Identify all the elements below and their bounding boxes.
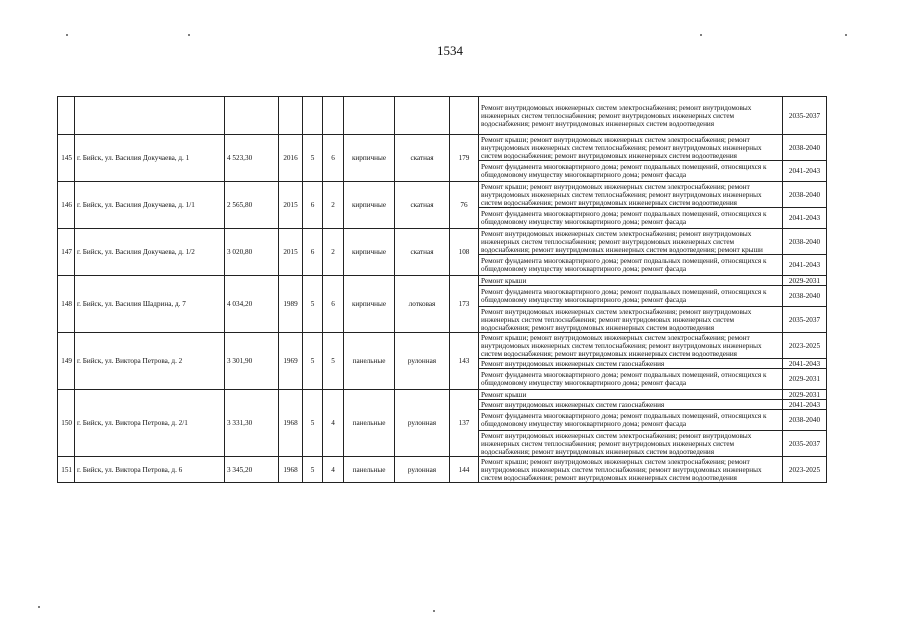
work-period: 2038-2040 <box>783 229 827 255</box>
table-row <box>58 457 827 483</box>
cell-area: 3 331,30 <box>225 390 279 457</box>
work-description: Ремонт крыши <box>479 276 783 286</box>
cell-residents: 143 <box>450 333 479 390</box>
table-row <box>58 276 827 286</box>
work-description: Ремонт фундамента многоквартирного дома; ремонт подвальных помещений, относящихся к общедомовому имуществу многоквартирного дома; ремонт фасада <box>479 208 783 229</box>
work-period: 2041-2043 <box>783 161 827 182</box>
table-row <box>58 135 827 161</box>
cell-address: г. Бийск, ул. Виктора Петрова, д. 2/1 <box>75 390 225 457</box>
table-row <box>58 182 827 208</box>
cell-roof-type: скатная <box>395 229 450 276</box>
cell-roof-type: рулонная <box>395 390 450 457</box>
cell-wall-material: кирпичные <box>344 276 395 333</box>
work-description: Ремонт крыши; ремонт внутридомовых инженерных систем электроснабжения; ремонт внутридомовых инженерных систем теплоснабжения; ремонт внутридомовых инженерных систем водоснабжения; ремонт внутридомовых инженерных систем водоотведения <box>479 135 783 161</box>
work-period: 2041-2043 <box>783 255 827 276</box>
work-period: 2038-2040 <box>783 135 827 161</box>
cell-address: г. Бийск, ул. Василия Докучаева, д. 1/2 <box>75 229 225 276</box>
cell-area: 3 020,80 <box>225 229 279 276</box>
cell-year: 1968 <box>279 457 303 483</box>
work-period: 2035-2037 <box>783 97 827 135</box>
cell-wall-material: кирпичные <box>344 135 395 182</box>
cell-address: г. Бийск, ул. Василия Шадрина, д. 7 <box>75 276 225 333</box>
cell-year: 1968 <box>279 390 303 457</box>
cell-year <box>279 97 303 135</box>
cell-wall-material: панельные <box>344 457 395 483</box>
page-number: 1534 <box>437 43 463 58</box>
work-description: Ремонт крыши; ремонт внутридомовых инженерных систем электроснабжения; ремонт внутридомовых инженерных систем теплоснабжения; ремонт внутридомовых инженерных систем водоснабжения; ремонт внутридомовых инженерных систем водоотведения <box>479 333 783 359</box>
work-description: Ремонт фундамента многоквартирного дома; ремонт подвальных помещений, относящихся к общедомовому имуществу многоквартирного дома; ремонт фасада <box>479 410 783 431</box>
cell-entrances: 2 <box>323 182 344 229</box>
work-description: Ремонт фундамента многоквартирного дома; ремонт подвальных помещений, относящихся к общедомовому имуществу многоквартирного дома; ремонт фасада <box>479 369 783 390</box>
cell-floors: 5 <box>303 135 323 182</box>
work-description: Ремонт внутридомовых инженерных систем электроснабжения; ремонт внутридомовых инженерных систем теплоснабжения; ремонт внутридомовых инженерных систем водоснабжения; ремонт внутридомовых инженерных систем водоотведения <box>479 307 783 333</box>
cell-residents: 137 <box>450 390 479 457</box>
repair-schedule-table <box>57 96 827 483</box>
work-description: Ремонт внутридомовых инженерных систем электроснабжения; ремонт внутридомовых инженерных систем теплоснабжения; ремонт внутридомовых инженерных систем водоснабжения; ремонт внутридомовых инженерных систем водоотведения; ремонт крыши <box>479 229 783 255</box>
work-description: Ремонт внутридомовых инженерных систем электроснабжения; ремонт внутридомовых инженерных систем теплоснабжения; ремонт внутридомовых инженерных систем водоснабжения; ремонт внутридомовых инженерных систем водоотведения <box>479 97 783 135</box>
work-description: Ремонт крыши; ремонт внутридомовых инженерных систем электроснабжения; ремонт внутридомовых инженерных систем теплоснабжения; ремонт внутридомовых инженерных систем водоснабжения; ремонт внутридомовых инженерных систем водоотведения <box>479 182 783 208</box>
cell-entrances: 5 <box>323 333 344 390</box>
work-period: 2041-2043 <box>783 400 827 410</box>
cell-area: 4 523,30 <box>225 135 279 182</box>
cell-entrances: 4 <box>323 390 344 457</box>
table-row <box>58 333 827 359</box>
work-period: 2038-2040 <box>783 286 827 307</box>
cell-floors: 5 <box>303 457 323 483</box>
work-period: 2041-2043 <box>783 208 827 229</box>
cell-floors <box>303 97 323 135</box>
cell-wall-material: панельные <box>344 333 395 390</box>
work-period: 2041-2043 <box>783 359 827 369</box>
cell-roof-type <box>395 97 450 135</box>
work-description: Ремонт крыши <box>479 390 783 400</box>
cell-number: 148 <box>58 276 75 333</box>
work-period: 2029-2031 <box>783 390 827 400</box>
work-description: Ремонт внутридомовых инженерных систем электроснабжения; ремонт внутридомовых инженерных систем теплоснабжения; ремонт внутридомовых инженерных систем водоснабжения; ремонт внутридомовых инженерных систем водоотведения <box>479 431 783 457</box>
cell-area: 3 301,90 <box>225 333 279 390</box>
cell-address: г. Бийск, ул. Виктора Петрова, д. 6 <box>75 457 225 483</box>
work-description: Ремонт фундамента многоквартирного дома; ремонт подвальных помещений, относящихся к общедомовому имуществу многоквартирного дома; ремонт фасада <box>479 286 783 307</box>
cell-area: 3 345,20 <box>225 457 279 483</box>
cell-roof-type: рулонная <box>395 457 450 483</box>
table-body <box>58 97 827 483</box>
cell-entrances: 6 <box>323 276 344 333</box>
cell-number: 145 <box>58 135 75 182</box>
cell-residents: 173 <box>450 276 479 333</box>
scan-speck <box>700 34 702 36</box>
scan-speck <box>845 34 847 36</box>
table-row <box>58 97 827 135</box>
cell-number: 146 <box>58 182 75 229</box>
cell-roof-type: рулонная <box>395 333 450 390</box>
cell-roof-type: скатная <box>395 182 450 229</box>
work-period: 2029-2031 <box>783 276 827 286</box>
cell-residents: 144 <box>450 457 479 483</box>
cell-number: 151 <box>58 457 75 483</box>
cell-roof-type: лотковая <box>395 276 450 333</box>
scan-speck <box>66 34 68 36</box>
cell-wall-material: кирпичные <box>344 229 395 276</box>
cell-area: 2 565,80 <box>225 182 279 229</box>
cell-entrances: 2 <box>323 229 344 276</box>
cell-year: 2015 <box>279 182 303 229</box>
cell-year: 2016 <box>279 135 303 182</box>
work-period: 2038-2040 <box>783 410 827 431</box>
cell-floors: 5 <box>303 390 323 457</box>
work-period: 2035-2037 <box>783 431 827 457</box>
cell-address <box>75 97 225 135</box>
cell-residents: 76 <box>450 182 479 229</box>
cell-wall-material: кирпичные <box>344 182 395 229</box>
work-period: 2038-2040 <box>783 182 827 208</box>
cell-residents <box>450 97 479 135</box>
cell-number: 147 <box>58 229 75 276</box>
work-description: Ремонт фундамента многоквартирного дома; ремонт подвальных помещений, относящихся к общедомовому имуществу многоквартирного дома; ремонт фасада <box>479 255 783 276</box>
work-description: Ремонт крыши; ремонт внутридомовых инженерных систем электроснабжения; ремонт внутридомовых инженерных систем теплоснабжения; ремонт внутридомовых инженерных систем водоснабжения; ремонт внутридомовых инженерных систем водоотведения <box>479 457 783 483</box>
cell-entrances <box>323 97 344 135</box>
table-row <box>58 229 827 255</box>
cell-wall-material <box>344 97 395 135</box>
scan-speck <box>188 34 190 36</box>
work-period: 2035-2037 <box>783 307 827 333</box>
cell-year: 1989 <box>279 276 303 333</box>
work-description: Ремонт внутридомовых инженерных систем газоснабжения <box>479 400 783 410</box>
cell-year: 2015 <box>279 229 303 276</box>
cell-wall-material: панельные <box>344 390 395 457</box>
cell-number <box>58 97 75 135</box>
work-description: Ремонт внутридомовых инженерных систем газоснабжения <box>479 359 783 369</box>
cell-entrances: 4 <box>323 457 344 483</box>
cell-address: г. Бийск, ул. Василия Докучаева, д. 1 <box>75 135 225 182</box>
cell-floors: 6 <box>303 182 323 229</box>
cell-area <box>225 97 279 135</box>
table-row <box>58 390 827 400</box>
cell-residents: 108 <box>450 229 479 276</box>
work-period: 2023-2025 <box>783 457 827 483</box>
scan-speck <box>38 606 40 608</box>
cell-floors: 5 <box>303 333 323 390</box>
scan-speck <box>433 610 435 612</box>
cell-number: 150 <box>58 390 75 457</box>
cell-address: г. Бийск, ул. Василия Докучаева, д. 1/1 <box>75 182 225 229</box>
work-period: 2023-2025 <box>783 333 827 359</box>
cell-entrances: 6 <box>323 135 344 182</box>
cell-address: г. Бийск, ул. Виктора Петрова, д. 2 <box>75 333 225 390</box>
work-description: Ремонт фундамента многоквартирного дома; ремонт подвальных помещений, относящихся к общедомовому имуществу многоквартирного дома; ремонт фасада <box>479 161 783 182</box>
cell-year: 1969 <box>279 333 303 390</box>
cell-area: 4 034,20 <box>225 276 279 333</box>
cell-floors: 6 <box>303 229 323 276</box>
work-period: 2029-2031 <box>783 369 827 390</box>
cell-number: 149 <box>58 333 75 390</box>
cell-roof-type: скатная <box>395 135 450 182</box>
cell-residents: 179 <box>450 135 479 182</box>
cell-floors: 5 <box>303 276 323 333</box>
